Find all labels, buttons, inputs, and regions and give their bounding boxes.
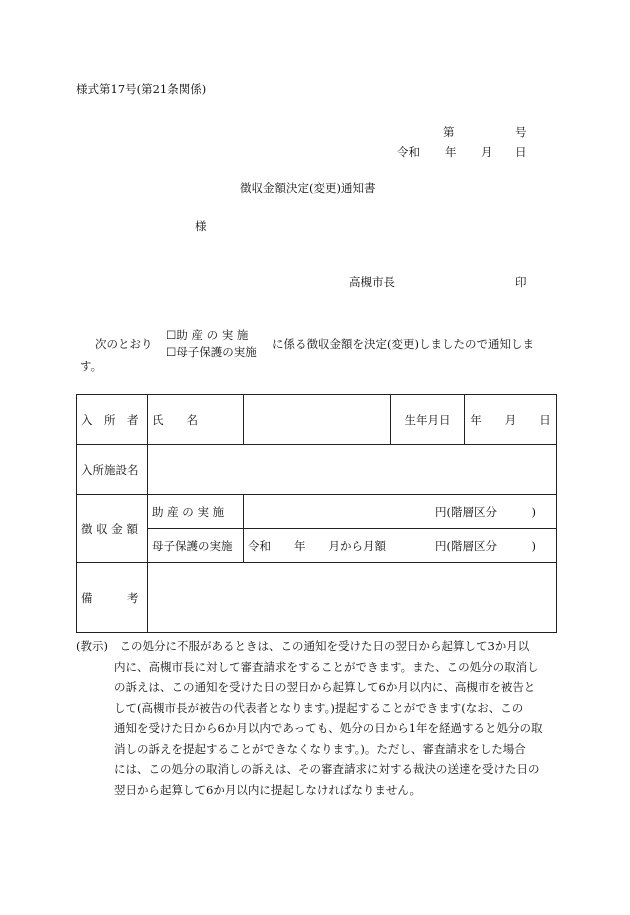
notice-block: [76, 636, 560, 800]
body-wrap: す。: [80, 359, 103, 373]
body-lead: 次のとおり: [95, 337, 153, 351]
seal-mark: 印: [515, 275, 527, 289]
notice-line: 通知を受けた日から6か月以内であっても、処分の日から1年を経過すると処分の取: [114, 721, 543, 735]
notice-line: 翌日から起算して6か月以内に提起しなければなりません。: [114, 782, 422, 797]
name-label: 氏 名: [148, 395, 244, 445]
remarks-label: 備 考: [77, 563, 148, 633]
midwifery-label: 助 産 の 実 施: [148, 495, 244, 529]
remarks-field[interactable]: [148, 563, 557, 633]
table-row: [77, 445, 557, 495]
notice-line: 内に、高槻市長に対して審査請求をすることができます。また、この処分の取消し: [114, 659, 539, 674]
number-prefix: 第: [443, 125, 455, 139]
facility-field[interactable]: [148, 445, 557, 495]
facility-label: 入所施設名: [77, 445, 148, 495]
option-mother-child: ☐母子保護の実施: [166, 345, 257, 359]
birthdate-field[interactable]: 年 月 日: [465, 395, 557, 445]
mother-child-amount-value: 円(階層区分 ): [435, 538, 536, 553]
mother-child-label: 母子保護の実施: [148, 529, 244, 563]
notice-line: して(高槻市長が被告の代表者となります。)提起することができます(なお、この: [114, 700, 524, 715]
notice-line: の訴えは、この通知を受けた日の翌日から起算して6か月以内に、高槻市を被告と: [114, 680, 536, 694]
form-number: 様式第17号(第21条関係): [76, 82, 207, 96]
midwifery-amount-field[interactable]: 円(階層区分 ): [244, 495, 557, 529]
date-day: 日: [515, 145, 527, 159]
resident-label: 入 所 者: [77, 395, 148, 445]
notice-line: 消しの訴えを提起することができなくなります。)。ただし、審査請求をした場合: [114, 741, 526, 756]
issuer-name: 高槻市長: [349, 275, 395, 289]
birthdate-label: 生年月日: [391, 395, 465, 445]
period-text: 令和 年 月から月額: [248, 538, 386, 553]
option-midwifery: ☐助 産 の 実 施: [166, 328, 249, 342]
body-trailing: に係る徴収金額を決定(変更)しましたので通知しま: [272, 337, 534, 351]
date-year: 年: [445, 145, 457, 159]
name-field[interactable]: [244, 395, 391, 445]
table-row: [77, 529, 557, 563]
notice-lead: (教示) この処分に不服があるときは、この通知を受けた日の翌日から起算して3か月以: [76, 639, 530, 653]
number-suffix: 号: [515, 125, 527, 139]
date-era: 令和: [397, 145, 420, 159]
collection-amount-label: 徴 収 金 額: [77, 495, 148, 563]
table-row: [77, 495, 557, 529]
date-month: 月: [481, 145, 493, 159]
mother-child-amount-field[interactable]: [244, 529, 557, 563]
document-title: 徴収金額決定(変更)通知書: [240, 181, 376, 195]
notice-line: には、この処分の取消しの訴えは、その審査請求に対する裁決の送達を受けた日の: [114, 762, 540, 776]
addressee-suffix: 様: [195, 219, 207, 233]
form-table: [76, 394, 557, 633]
table-row: [77, 563, 557, 633]
table-row: [77, 395, 557, 445]
notice-lines: [114, 657, 560, 801]
